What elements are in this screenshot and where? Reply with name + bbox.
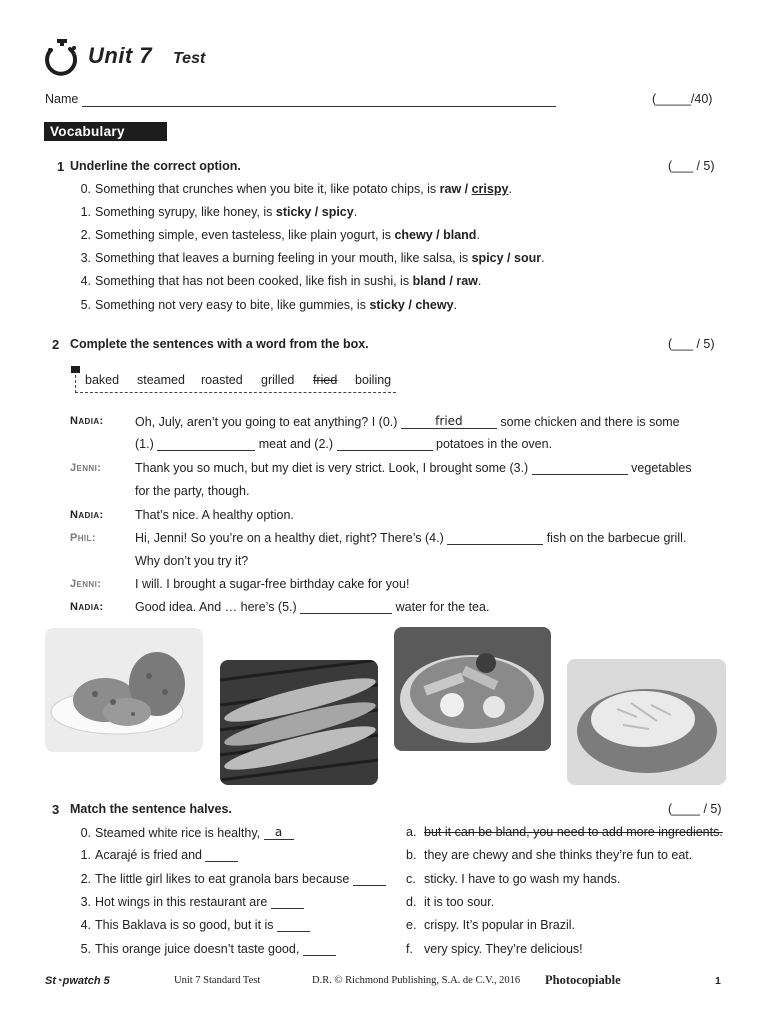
word-baked: baked (85, 373, 120, 387)
stopwatch-logo-icon (44, 38, 80, 78)
q3-left-item (75, 872, 386, 886)
word-boiling: boiling (355, 373, 392, 387)
word-box (75, 370, 396, 393)
item-number: 4. (80, 918, 91, 932)
item-text: Something that crunches when you bite it, like potato chips, is (95, 182, 440, 196)
match-blank[interactable] (205, 861, 238, 862)
item-text: This orange juice doesn’t taste good, (95, 942, 303, 956)
match-blank[interactable] (271, 908, 304, 909)
item-number: 5. (80, 942, 91, 956)
dialogue-text: meat and (2.) (255, 437, 337, 451)
dialogue-line (135, 554, 248, 568)
footer-photocopiable: Photocopiable (545, 973, 621, 987)
item-end: . (353, 205, 358, 219)
dialogue-text: I will. I brought a sugar-free birthday cake for you! (135, 577, 410, 591)
item-number: 1. (80, 205, 91, 219)
item-number: 4. (80, 274, 91, 288)
unit-title: Unit 7 (88, 43, 153, 68)
option-a[interactable]: chewy (394, 228, 433, 242)
item-letter: f. (406, 942, 413, 956)
item-end: . (541, 251, 545, 265)
speaker-name: Jenni: (70, 462, 102, 474)
answer-blank-2[interactable] (337, 450, 433, 451)
q1-item (75, 274, 481, 288)
dialogue-line (135, 437, 552, 451)
option-separator: / (311, 205, 322, 219)
q3-instruction: Match the sentence halves. (70, 802, 232, 816)
dialogue-text: fish on the barbecue grill. (543, 531, 687, 545)
item-text: crispy. It’s popular in Brazil. (424, 918, 575, 932)
item-text: Something syrupy, like honey, is (95, 205, 276, 219)
dialogue-text: Why don’t you try it? (135, 554, 249, 568)
dialogue-text: Thank you so much, but my diet is very strict. Look, I brought some (3.) (135, 461, 532, 475)
option-a[interactable]: spicy (471, 251, 504, 265)
item-number: 0. (80, 182, 91, 196)
photo-grilled-fish (220, 660, 378, 785)
q2-number: 2 (52, 337, 60, 352)
item-letter: c. (406, 872, 416, 886)
option-b[interactable]: raw (456, 274, 478, 288)
answer-blank-1[interactable] (157, 450, 255, 451)
dialogue-line (135, 414, 680, 429)
dialogue-line (135, 600, 489, 614)
option-a[interactable]: sticky (275, 205, 312, 219)
dialogue-text: Hi, Jenni! So you’re on a healthy diet, right? There’s (4.) (135, 531, 448, 545)
q3-right-item (406, 848, 692, 862)
q1-item (75, 251, 545, 265)
item-text: but it can be bland, you need to add more ingredients. (424, 825, 723, 839)
item-number: 3. (80, 895, 91, 909)
answer-blank-5[interactable] (300, 613, 392, 614)
option-b[interactable]: chewy (415, 298, 454, 312)
dialogue-text: water for the tea. (392, 600, 490, 614)
item-letter: a. (406, 825, 417, 839)
q3-right-item (406, 825, 723, 839)
option-a[interactable]: sticky (369, 298, 405, 312)
q3-left-item (75, 825, 294, 840)
dialogue-text: vegetables (627, 461, 692, 475)
item-text: Something simple, even tasteless, like plain yogurt, is (95, 228, 395, 242)
q3-left-item (75, 942, 336, 956)
dialogue-line (135, 577, 409, 591)
match-blank[interactable] (353, 885, 386, 886)
speaker-name: Nadia: (70, 509, 104, 521)
answer-blank-0[interactable]: fried (401, 414, 497, 429)
item-text: very spicy. They’re delicious! (424, 942, 583, 956)
item-text: This Baklava is so good, but it is (95, 918, 278, 932)
speaker-name: Jenni: (70, 578, 102, 590)
q1-item (75, 298, 457, 312)
word-box-marker-icon (71, 366, 80, 373)
q1-instruction: Underline the correct option. (70, 159, 241, 173)
item-number: 2. (80, 228, 91, 242)
word-fried: fried (313, 373, 338, 387)
dialogue-line (135, 508, 294, 522)
option-a[interactable]: raw (439, 182, 462, 196)
match-blank[interactable] (277, 931, 310, 932)
q3-left-item (75, 848, 238, 862)
item-text: Something that has not been cooked, like fish in sushi, is (95, 274, 413, 288)
item-text: sticky. I have to go wash my hands. (424, 872, 621, 886)
option-b[interactable]: crispy (471, 182, 509, 196)
item-text: Hot wings in this restaurant are (95, 895, 271, 909)
item-end: . (453, 298, 458, 312)
dialogue-line (135, 461, 692, 475)
section-tag-vocabulary: Vocabulary (44, 122, 167, 141)
item-letter: b. (406, 848, 417, 862)
item-end: . (476, 228, 480, 242)
item-text: Steamed white rice is healthy, (95, 826, 264, 840)
q1-number: 1 (57, 159, 65, 174)
option-b[interactable]: spicy (321, 205, 354, 219)
q3-right-item (406, 918, 575, 932)
q3-right-item (406, 872, 620, 886)
speaker-name: Nadia: (70, 415, 104, 427)
name-label: Name (45, 92, 79, 106)
dialogue-text: for the party, though. (135, 484, 250, 498)
photo-baked-potato (567, 659, 726, 785)
photo-steamed-vegetables (394, 627, 551, 751)
dialogue-text: (1.) (135, 437, 158, 451)
total-score: (_____/40) (652, 92, 713, 106)
option-separator: / (503, 251, 514, 265)
q1-item (75, 228, 480, 242)
option-separator: / (432, 228, 444, 242)
dialogue-line (135, 484, 249, 498)
q1-item (75, 182, 512, 196)
q3-number: 3 (52, 802, 60, 817)
q2-instruction: Complete the sentences with a word from the box. (70, 337, 369, 351)
item-text: Acarajé is fried and (95, 848, 206, 862)
option-a[interactable]: bland (412, 274, 446, 288)
q1-score: (___ / 5) (668, 159, 715, 173)
item-end: . (508, 182, 512, 196)
item-number: 1. (80, 848, 91, 862)
item-number: 3. (80, 251, 91, 265)
q2-score: (___ / 5) (668, 337, 715, 351)
item-end: . (477, 274, 482, 288)
item-text: Something that leaves a burning feeling in your mouth, like salsa, is (95, 251, 472, 265)
match-blank[interactable] (303, 955, 336, 956)
footer-test-name: Unit 7 Standard Test (174, 975, 261, 986)
item-number: 0. (80, 826, 91, 840)
item-text: they are chewy and she thinks they’re fun to eat. (424, 848, 693, 862)
answer-blank-3[interactable] (532, 474, 628, 475)
word-grilled: grilled (261, 373, 295, 387)
dialogue-text: Oh, July, aren’t you going to eat anything? I (0.) (135, 415, 401, 429)
match-blank[interactable]: a (264, 825, 294, 840)
q3-right-item (406, 895, 494, 909)
dialogue-text: potatoes in the oven. (432, 437, 553, 451)
item-letter: e. (406, 918, 417, 932)
q3-right-item (406, 942, 583, 956)
option-separator: / (404, 298, 416, 312)
q3-score: (____ / 5) (668, 802, 722, 816)
q1-item (75, 205, 357, 219)
item-number: 5. (80, 298, 91, 312)
q3-left-item (75, 918, 310, 932)
item-text: it is too sour. (424, 895, 495, 909)
option-separator: / (461, 182, 472, 196)
item-text: The little girl likes to eat granola bars because (95, 872, 353, 886)
option-separator: / (445, 274, 457, 288)
word-steamed: steamed (137, 373, 185, 387)
option-b[interactable]: sour (514, 251, 542, 265)
footer-copyright: D.R. © Richmond Publishing, S.A. de C.V., 2016 (312, 975, 521, 986)
footer-brand: St◔pwatch 5 (45, 975, 110, 987)
dialogue-text: That’s nice. A healthy option. (135, 508, 294, 522)
dialogue-line (135, 531, 686, 545)
option-b[interactable]: bland (443, 228, 477, 242)
speaker-name: Nadia: (70, 601, 104, 613)
photo-fried-chicken (45, 628, 203, 752)
q3-left-item (75, 895, 304, 909)
dialogue-text: Good idea. And … here’s (5.) (135, 600, 301, 614)
item-text: Something not very easy to bite, like gummies, is (95, 298, 370, 312)
dialogue-text: some chicken and there is some (496, 415, 680, 429)
item-letter: d. (406, 895, 417, 909)
answer-blank-4[interactable] (447, 544, 543, 545)
name-field[interactable] (82, 106, 556, 107)
word-roasted: roasted (201, 373, 243, 387)
test-subtitle: Test (173, 50, 206, 67)
speaker-name: Phil: (70, 532, 96, 544)
item-number: 2. (80, 872, 91, 886)
page-number: 1 (715, 975, 721, 987)
